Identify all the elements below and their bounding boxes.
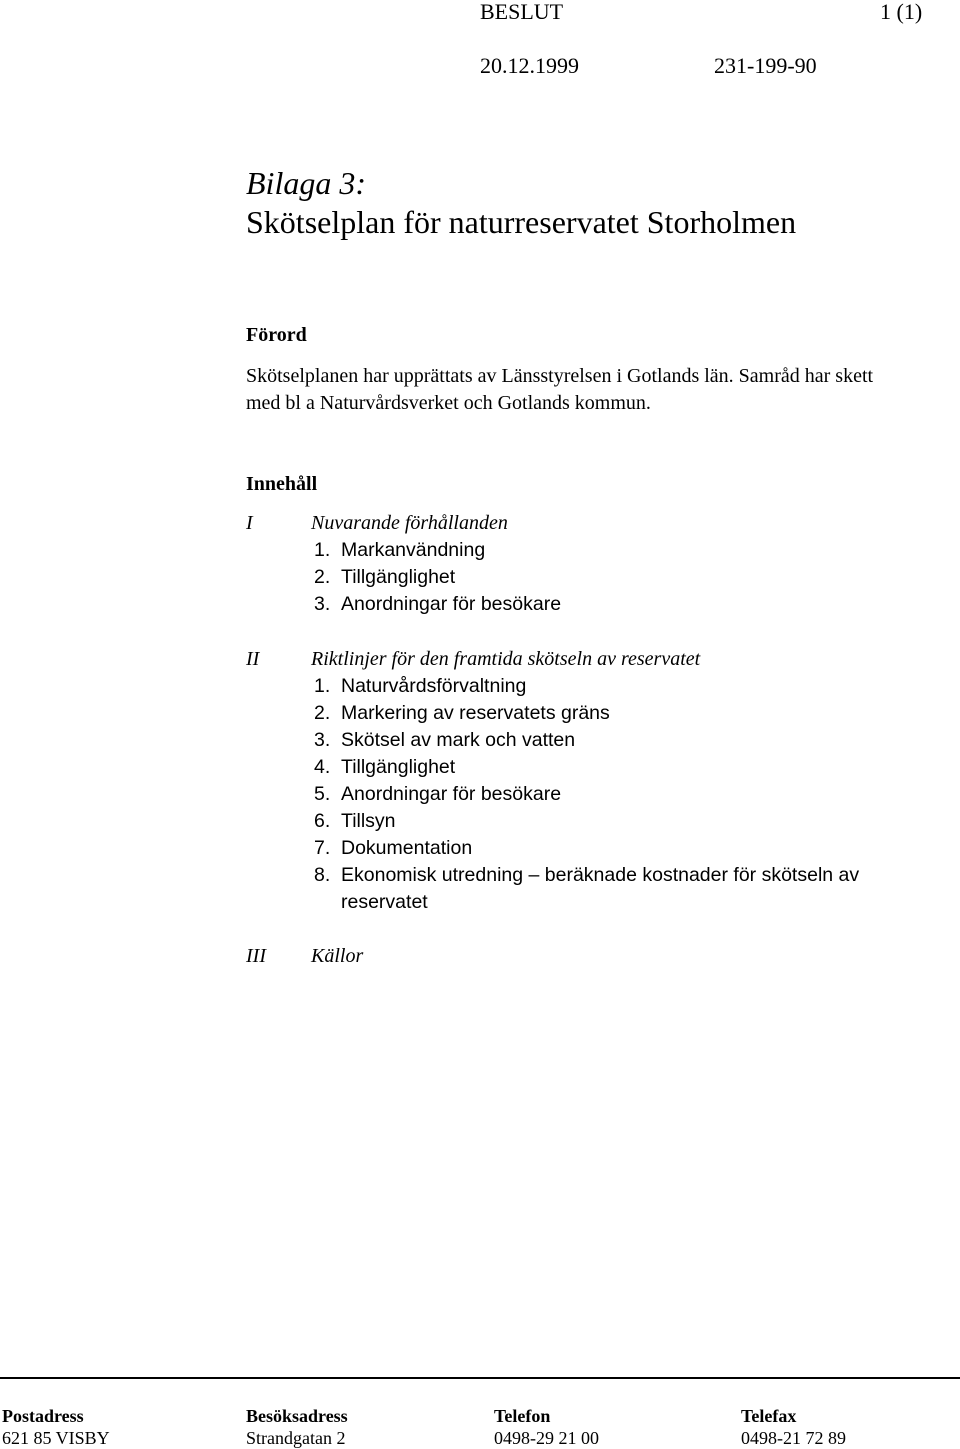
- toc-item-continuation: reservatet: [341, 891, 428, 913]
- toc-item: [314, 836, 472, 860]
- toc-item-text: Markering av reservatets gräns: [341, 702, 610, 724]
- toc-item-text: Skötsel av mark och vatten: [341, 729, 576, 751]
- toc-item: [314, 565, 455, 589]
- footer-label-fax: Telefax: [741, 1406, 797, 1426]
- part-numeral-1: I: [246, 512, 253, 534]
- toc-item-number: 3.: [314, 729, 331, 751]
- footer-label-postal: Postadress: [2, 1406, 84, 1426]
- toc-item: [314, 728, 575, 752]
- part-numeral-2: II: [246, 648, 260, 670]
- toc-item-number: 3.: [314, 593, 331, 615]
- toc-item: [314, 863, 859, 887]
- contents-heading: Innehåll: [246, 473, 318, 495]
- reference-number: 231-199-90: [714, 53, 817, 78]
- part-title-3: Källor: [311, 945, 364, 967]
- toc-item: [314, 782, 561, 806]
- toc-item-number: 2.: [314, 566, 331, 588]
- toc-item-text: Anordningar för besökare: [341, 593, 562, 615]
- toc-item-text: Tillgänglighet: [341, 756, 456, 778]
- part-title-2: Riktlinjer för den framtida skötseln av reservatet: [311, 648, 701, 670]
- toc-item: [314, 674, 526, 698]
- preface-line-1: Skötselplanen har upprättats av Länsstyrelsen i Gotlands län. Samråd har skett: [246, 365, 874, 387]
- footer-phone: 0498-29 21 00: [494, 1428, 599, 1448]
- preface-heading: Förord: [246, 324, 307, 346]
- footer-label-phone: Telefon: [494, 1406, 551, 1426]
- toc-item-number: 1.: [314, 675, 331, 697]
- footer-visiting-address: Strandgatan 2: [246, 1428, 346, 1448]
- toc-item-text: Naturvårdsförvaltning: [341, 675, 527, 697]
- preface-line-2: med bl a Naturvårdsverket och Gotlands kommun.: [246, 392, 651, 414]
- toc-item: [314, 809, 396, 833]
- toc-item-text: Tillsyn: [341, 810, 396, 832]
- toc-item: [314, 592, 561, 616]
- toc-item-number: 4.: [314, 756, 331, 778]
- toc-item-number: 5.: [314, 783, 331, 805]
- appendix-label: Bilaga 3:: [246, 165, 366, 201]
- toc-item-text: Ekonomisk utredning – beräknade kostnader för skötseln av: [341, 864, 860, 886]
- part-title-1: Nuvarande förhållanden: [311, 512, 508, 534]
- toc-item: [314, 701, 610, 725]
- toc-item-number: 7.: [314, 837, 331, 859]
- footer-fax: 0498-21 72 89: [741, 1428, 846, 1448]
- footer-label-visiting: Besöksadress: [246, 1406, 348, 1426]
- toc-item-text: Anordningar för besökare: [341, 783, 562, 805]
- toc-item: [314, 755, 455, 779]
- page-number: 1 (1): [880, 0, 923, 24]
- toc-item-number: 8.: [314, 864, 331, 886]
- footer-divider: [0, 1377, 960, 1379]
- toc-item: [314, 538, 485, 562]
- page-title: Skötselplan för naturreservatet Storholmen: [246, 204, 797, 240]
- toc-item-number: 2.: [314, 702, 331, 724]
- document-date: 20.12.1999: [480, 53, 579, 78]
- toc-item-text: Dokumentation: [341, 837, 473, 859]
- footer-postal-address: 621 85 VISBY: [2, 1428, 110, 1448]
- toc-item-number: 6.: [314, 810, 331, 832]
- document-type: BESLUT: [480, 0, 564, 24]
- part-numeral-3: III: [246, 945, 266, 967]
- toc-item-text: Markanvändning: [341, 539, 486, 561]
- toc-item-text: Tillgänglighet: [341, 566, 456, 588]
- toc-item-number: 1.: [314, 539, 331, 561]
